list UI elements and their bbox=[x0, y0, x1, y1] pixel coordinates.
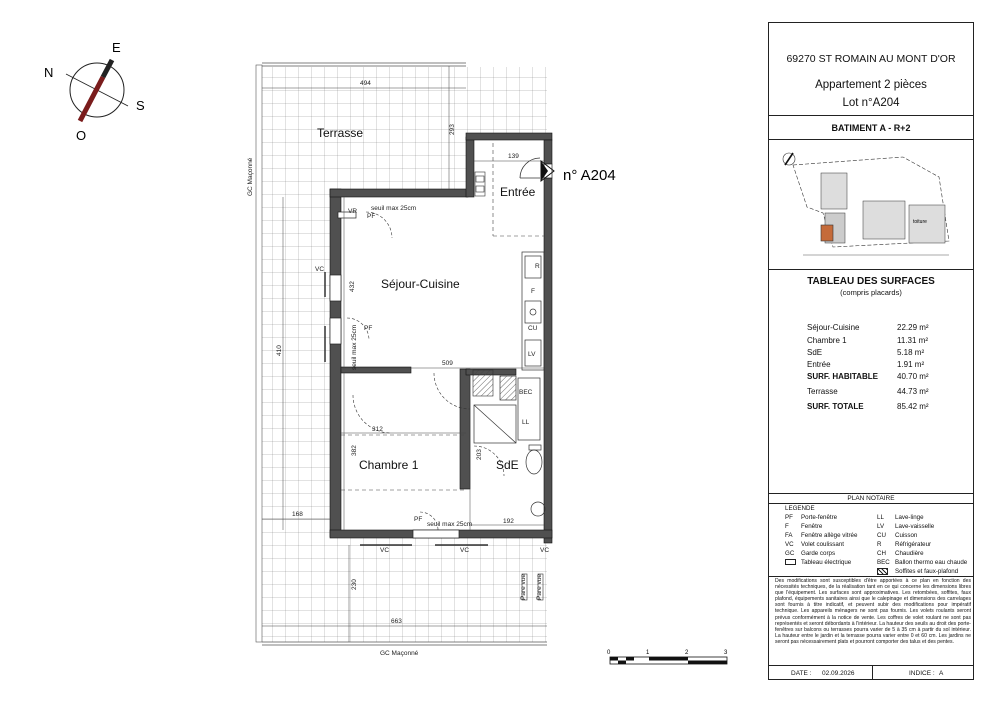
label-pf-2: PF bbox=[364, 325, 373, 332]
legend-item: Tableau électrique bbox=[785, 559, 796, 567]
label-vc-3: VC bbox=[460, 547, 470, 554]
surface-row: Chambre 1 11.31 m² bbox=[807, 336, 928, 345]
label-pare-1: Pare vue bbox=[520, 573, 527, 600]
legend-item: PF Porte-fenêtre bbox=[785, 514, 838, 521]
dim-203: 203 bbox=[476, 449, 483, 460]
label-pf-1: PF bbox=[367, 213, 376, 220]
plan-notaire: PLAN NOTAIRE bbox=[847, 495, 895, 502]
dim-230: 230 bbox=[351, 579, 358, 590]
date-label: DATE : bbox=[791, 670, 812, 677]
label-vc-2: VC bbox=[380, 547, 390, 554]
surface-row: Entrée 1.91 m² bbox=[807, 360, 925, 369]
dim-509: 509 bbox=[442, 360, 453, 367]
room-sejour-cuisine: Séjour-Cuisine bbox=[381, 277, 460, 291]
surface-row: SdE 5.18 m² bbox=[807, 348, 925, 357]
compass-e: E bbox=[112, 40, 121, 55]
legend-item: CH Chaudière bbox=[877, 550, 924, 557]
dim-663: 663 bbox=[391, 618, 402, 625]
legend-item: GC Garde corps bbox=[785, 550, 836, 557]
electric-panel-icon bbox=[785, 559, 796, 565]
scale-tick-1: 1 bbox=[646, 650, 650, 656]
dim-410: 410 bbox=[276, 345, 283, 356]
legend-item: VC Volet coulissant bbox=[785, 541, 844, 548]
label-gc-left: GC Maçonné bbox=[247, 157, 254, 196]
dim-293: 293 bbox=[449, 124, 456, 135]
surface-row-total-habitable: SURF. HABITABLE 40.70 m² bbox=[807, 372, 929, 381]
legend-item: LV Lave-vaisselle bbox=[877, 523, 935, 530]
site-label: toiture bbox=[913, 219, 927, 225]
label-cu: CU bbox=[528, 325, 538, 332]
dim-432: 432 bbox=[349, 281, 356, 292]
disclaimer-notes: Des modifications sont susceptibles d'être apportées à ce plan en fonction des nécessités techniques, de la réalisation tant en ce qui concerne les dimensions libres que l'équipement. Les surfaces sont approximatives. Les retombées, soffites, faux plafond, équipements sanitaires ainsi que le calepinage et dimensions des carrelages sont fournis à titre indicatif, et peuvent subir des modifications pour impératif technique. Les appareils ménagers ne sont pas fournis. Les volets roulants seront prévus conformément à la notice de vente. Les coffres de volet roulant ne sont pas représentés et seront débordants à l'intérieur. La hauteur des seuils au droit des porte-fenêtres sur balcons ou terrasses pourra varier de 5 à 35 cm à partir du sol intérieur. La hauteur entre le jardin et la terrasse pourra varier entre 0 et 60 cm. Les jardins ne seront pas nécessairement plats et pourront comporter des talus et des pentes. bbox=[775, 578, 971, 645]
legend-item: CU Cuisson bbox=[877, 532, 918, 539]
address: 69270 ST ROMAIN AU MONT D'OR bbox=[786, 53, 956, 65]
surface-row: Séjour-Cuisine 22.29 m² bbox=[807, 323, 929, 332]
dim-382: 382 bbox=[351, 445, 358, 456]
dim-494: 494 bbox=[360, 80, 371, 87]
compass-s: S bbox=[136, 98, 145, 113]
legend-item: Soffites et faux-plafond bbox=[877, 568, 888, 577]
lot-number: Lot n°A204 bbox=[842, 97, 900, 109]
compass-needle bbox=[80, 77, 103, 121]
dim-312: 312 bbox=[372, 426, 383, 433]
legend-item: F Fenêtre bbox=[785, 523, 823, 530]
dim-192: 192 bbox=[503, 518, 514, 525]
room-terrasse: Terrasse bbox=[317, 126, 364, 140]
label-pf-3: PF bbox=[414, 516, 423, 523]
label-pare-2: Pare vue bbox=[536, 573, 543, 600]
date-value: 02.09.2026 bbox=[822, 670, 855, 677]
label-vr: VR bbox=[348, 208, 358, 215]
surface-row-total: SURF. TOTALE 85.42 m² bbox=[807, 402, 929, 411]
label-seuil-3: seuil max 25cm bbox=[427, 521, 473, 528]
legend-item: LL Lave-linge bbox=[877, 514, 924, 521]
scale-tick-3: 3 bbox=[724, 650, 728, 656]
legend-title: LEGENDE bbox=[785, 505, 815, 512]
label-seuil-2: seuil max 25cm bbox=[351, 324, 358, 370]
label-seuil-1: seuil max 25cm bbox=[371, 205, 417, 212]
label-bec: BEC bbox=[519, 389, 533, 396]
surface-row: Terrasse 44.73 m² bbox=[807, 387, 929, 396]
batiment: BATIMENT A - R+2 bbox=[831, 123, 911, 133]
label-r: R bbox=[535, 263, 540, 270]
label-gc-bottom: GC Maçonné bbox=[380, 650, 419, 657]
indice-label: INDICE : bbox=[909, 670, 935, 677]
room-sde: SdE bbox=[496, 458, 519, 472]
legend-item: FA Fenêtre allège vitrée bbox=[785, 532, 858, 539]
scale-bar bbox=[607, 650, 728, 664]
legend-item: R Réfrigérateur bbox=[877, 541, 932, 548]
label-f: F bbox=[531, 288, 535, 295]
label-ll: LL bbox=[522, 419, 530, 426]
indice-value: A bbox=[939, 670, 944, 677]
label-vc-4: VC bbox=[540, 547, 550, 554]
compass bbox=[44, 40, 145, 143]
compass-o: O bbox=[76, 128, 87, 143]
room-entree: Entrée bbox=[500, 185, 536, 199]
hatch-icon bbox=[877, 568, 888, 575]
dim-139: 139 bbox=[508, 153, 519, 160]
legend-item: BEC Ballon thermo eau chaude bbox=[877, 559, 968, 566]
table-title: TABLEAU DES SURFACES bbox=[807, 276, 935, 287]
site-plan bbox=[773, 143, 971, 268]
label-vc-1: VC bbox=[315, 266, 325, 273]
room-chambre-1: Chambre 1 bbox=[359, 458, 419, 472]
dim-168: 168 bbox=[292, 511, 303, 518]
compass-n: N bbox=[44, 65, 54, 80]
apartment-type: Appartement 2 pièces bbox=[815, 79, 927, 91]
table-subtitle: (compris placards) bbox=[840, 288, 902, 297]
scale-tick-2: 2 bbox=[685, 650, 689, 656]
lot-marker-label: n° A204 bbox=[563, 167, 616, 184]
label-lv: LV bbox=[528, 351, 536, 358]
info-panel bbox=[768, 22, 974, 680]
scale-tick-0: 0 bbox=[607, 650, 611, 656]
